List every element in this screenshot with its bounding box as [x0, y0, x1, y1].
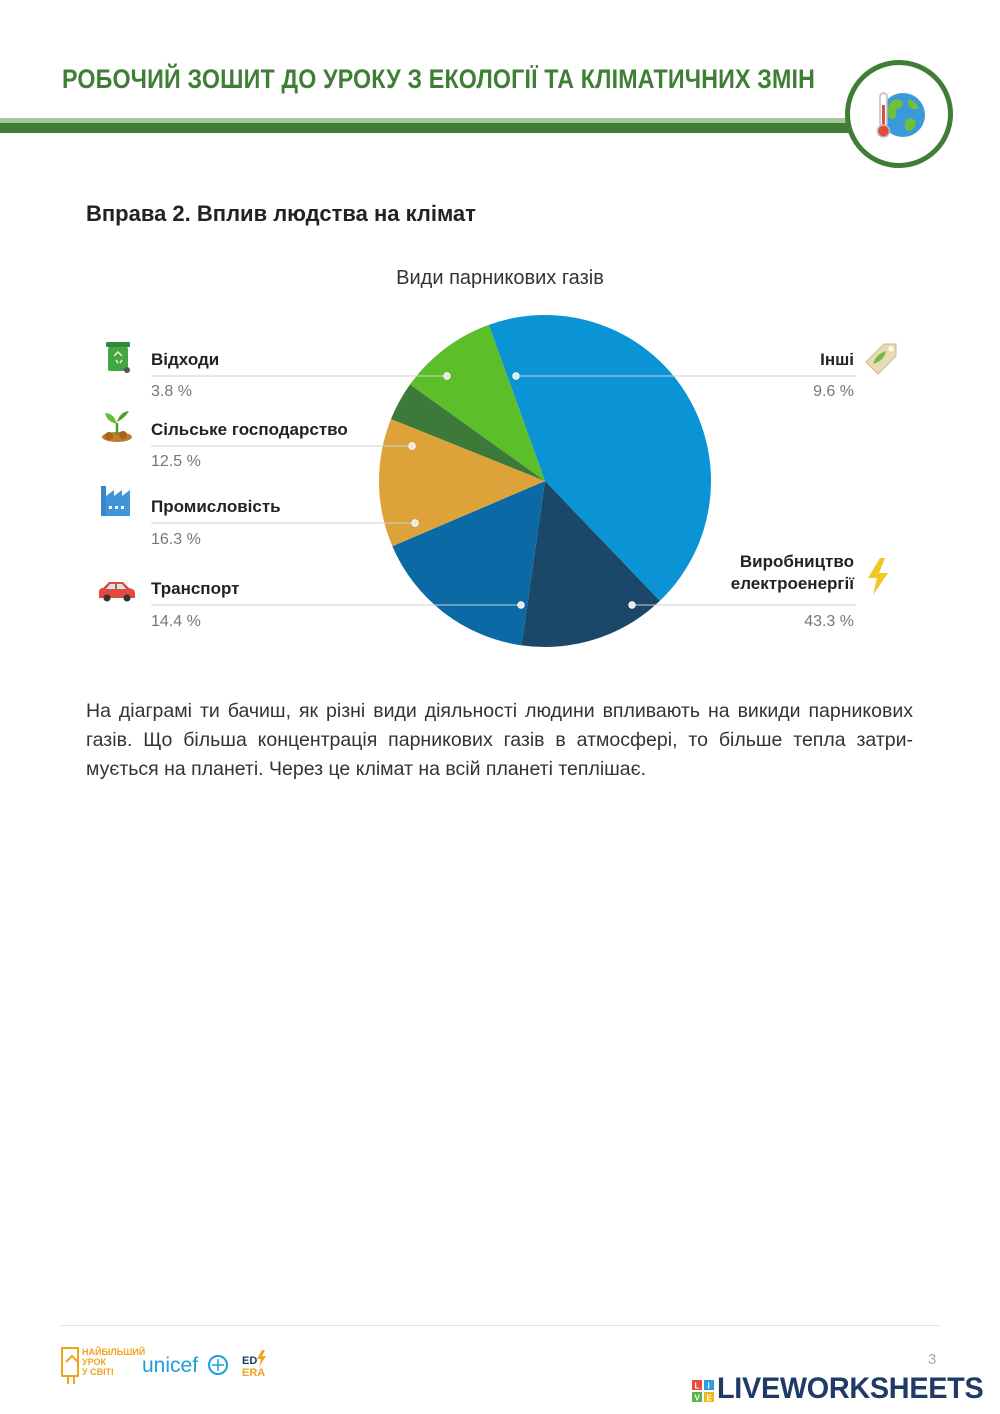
- trash-bin-icon: [106, 342, 130, 373]
- lw-letter-e: E: [706, 1393, 712, 1403]
- header-badge: [845, 60, 953, 168]
- unicef-wordmark: unicef: [142, 1354, 199, 1377]
- logo1-line-3: У СВІТІ: [82, 1367, 114, 1377]
- leader-dot-0: [629, 602, 635, 608]
- slice-label-1: Транспорт: [151, 579, 240, 598]
- leader-dot-5: [513, 373, 519, 379]
- edera-line-2: ERA: [242, 1367, 266, 1379]
- unicef-logo: [142, 1354, 227, 1377]
- edera-logo: [242, 1350, 266, 1379]
- header-bar: [0, 123, 860, 133]
- chart-title: Види парникових газів: [396, 267, 604, 289]
- exercise-title: Вправа 2. Вплив людства на клімат: [86, 201, 476, 226]
- lw-letter-v: V: [694, 1393, 700, 1403]
- edera-bolt-icon: [257, 1350, 266, 1367]
- biggest-lesson-logo: [62, 1346, 145, 1384]
- description-text: На діаграмі ти бачиш, як різні види діяльності людини впливають на викиди парникових газів. Що більша концентрація парникових газів в атмосфері, то більше тепла затри-мується на планеті. Через це клімат на всій планеті теплішає.: [86, 700, 913, 780]
- globe-thermometer-icon: [850, 65, 948, 163]
- slice-label-2: Промисловість: [151, 497, 281, 516]
- slice-value-0: 43.3 %: [804, 613, 854, 630]
- slice-label-4: Відходи: [151, 350, 220, 369]
- liveworksheets-badge[interactable]: [692, 1374, 716, 1406]
- leader-dot-1: [518, 602, 524, 608]
- factory-icon: [101, 486, 130, 516]
- slice-label-3: Сільське господарство: [151, 420, 348, 439]
- partner-logos: [60, 1342, 290, 1390]
- sprout-icon: [102, 411, 132, 442]
- slice-value-5: 9.6 %: [813, 383, 854, 400]
- car-icon: [99, 582, 135, 602]
- lw-letter-l: L: [694, 1381, 700, 1391]
- slice-label-0-line-1: електроенергії: [730, 574, 854, 593]
- edera-line-1: ED: [242, 1355, 258, 1367]
- slice-value-3: 12.5 %: [151, 453, 201, 470]
- footer-logos: [60, 1342, 290, 1395]
- slice-label-5: Інші: [820, 350, 854, 369]
- logo1-line-2: УРОК: [82, 1357, 106, 1367]
- page-number: 3: [928, 1351, 937, 1368]
- greenhouse-gas-pie-chart: [0, 250, 1000, 670]
- slice-label-0-line-0: Виробництво: [739, 552, 854, 571]
- logo1-line-1: НАЙБІЛЬШИЙ: [82, 1347, 146, 1357]
- leaf-tag-icon: [866, 344, 896, 374]
- leader-dot-4: [444, 373, 450, 379]
- slice-value-2: 16.3 %: [151, 531, 201, 548]
- lightning-icon: [868, 558, 888, 595]
- pie-chart-container: [0, 250, 1000, 670]
- lw-letter-i: I: [707, 1381, 710, 1391]
- page-header-title: РОБОЧИЙ ЗОШИТ ДО УРОКУ З ЕКОЛОГІЇ ТА КЛІМАТИЧНИХ ЗМІН: [62, 64, 816, 94]
- slice-value-4: 3.8 %: [151, 383, 192, 400]
- leader-dot-2: [412, 520, 418, 526]
- leader-dot-3: [409, 443, 415, 449]
- slice-value-1: 14.4 %: [151, 613, 201, 630]
- liveworksheets-wordmark[interactable]: LIVEWORKSHEETS: [717, 1372, 984, 1405]
- footer-divider: [60, 1325, 940, 1326]
